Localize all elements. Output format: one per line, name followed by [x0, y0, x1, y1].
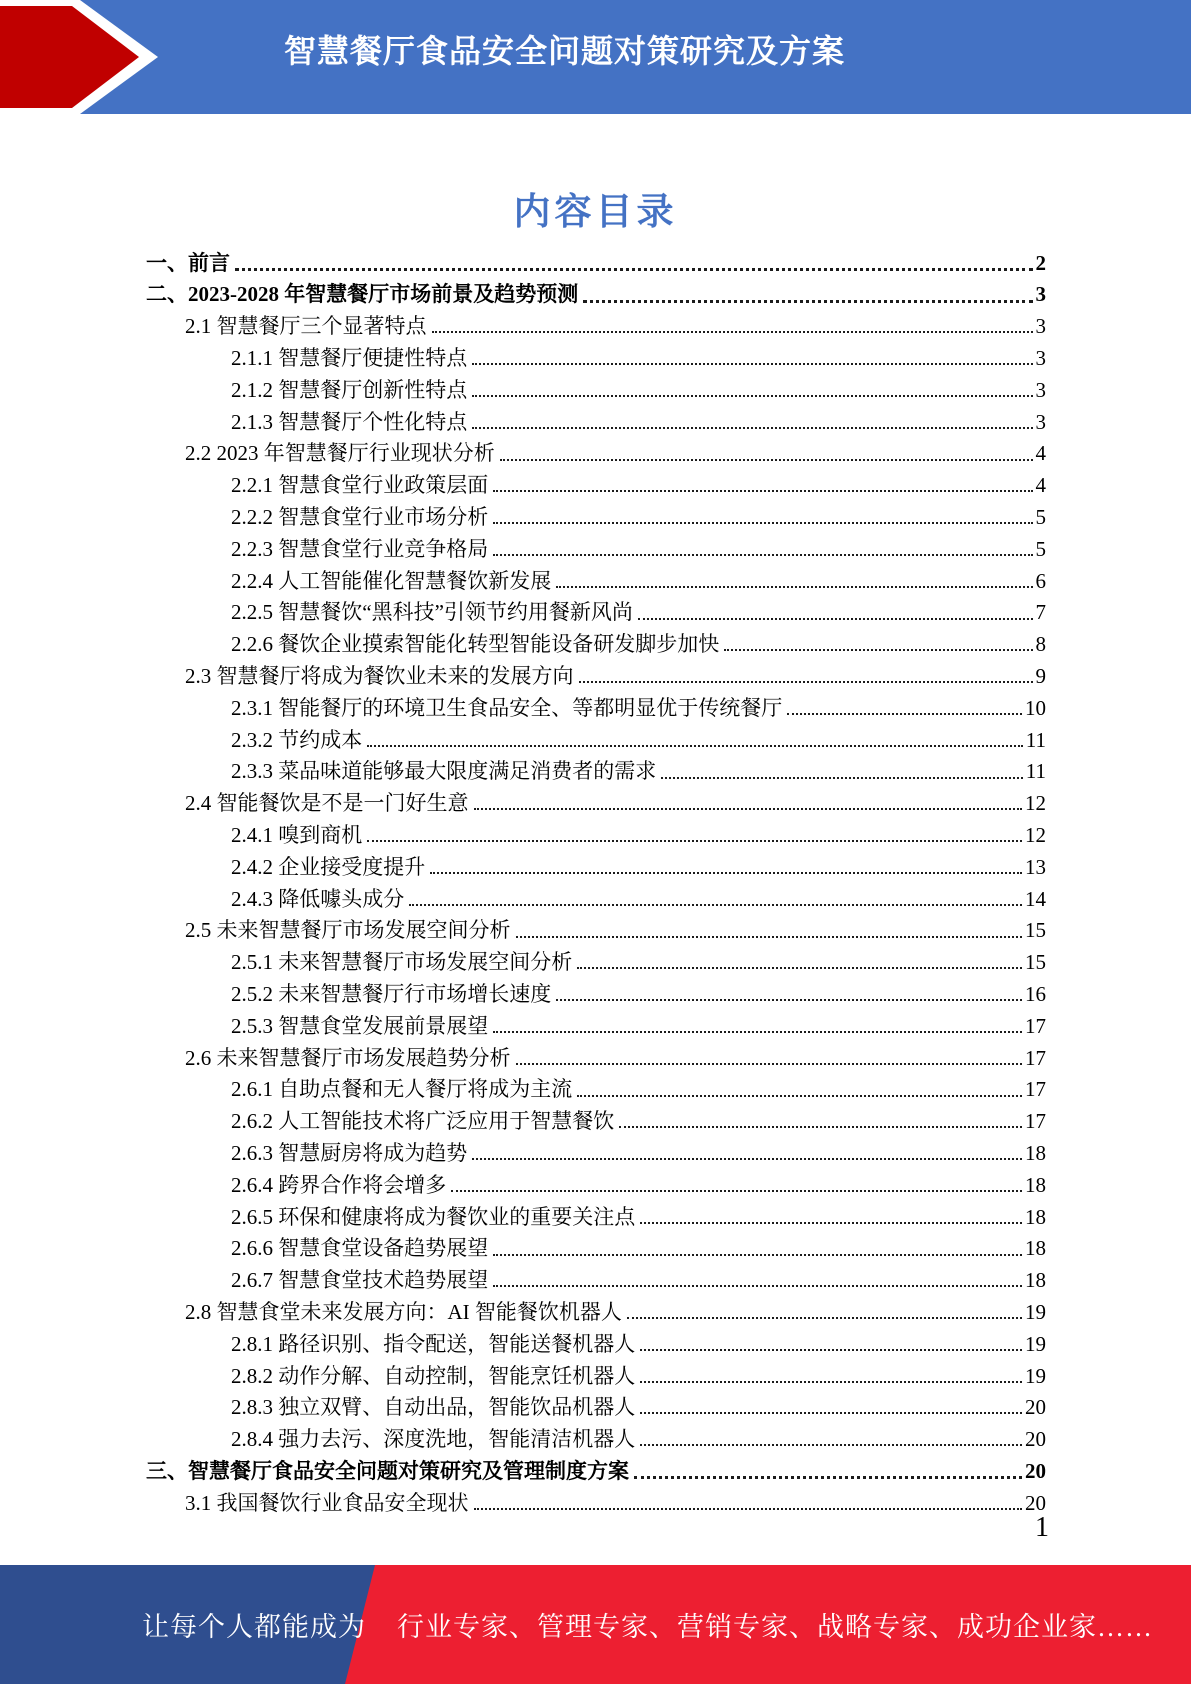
toc-entry-page: 5 — [1035, 505, 1046, 530]
toc-entry-label: 2.2.2 智慧食堂行业市场分析 — [231, 505, 489, 530]
toc-entry-page: 8 — [1035, 632, 1046, 657]
toc-entry-label: 2.6.3 智慧厨房将成为趋势 — [231, 1140, 468, 1165]
page-header — [0, 0, 1191, 114]
toc-entry-label: 2.2 2023 年智慧餐厅行业现状分析 — [185, 441, 495, 466]
toc-entry-page: 17 — [1025, 1109, 1046, 1134]
toc-entry[interactable] — [146, 1356, 1046, 1388]
toc-entry-label: 2.4.3 降低噱头成分 — [231, 886, 405, 911]
dot-leader — [432, 331, 1033, 333]
toc-entry-page: 18 — [1025, 1172, 1046, 1197]
toc-entry-label: 2.6.1 自助点餐和无人餐厅将成为主流 — [231, 1077, 573, 1102]
toc-entry-page: 7 — [1035, 600, 1046, 625]
toc-entry-label: 2.5.3 智慧食堂发展前景展望 — [231, 1013, 489, 1038]
toc-entry-label: 2.8.3 独立双臂、自动出品，智能饮品机器人 — [231, 1395, 636, 1420]
toc-entry-label: 2.5.2 未来智慧餐厅行市场增长速度 — [231, 981, 552, 1006]
dot-leader — [493, 554, 1032, 556]
toc-entry-page: 17 — [1025, 1045, 1046, 1070]
toc-entry[interactable] — [146, 943, 1046, 975]
toc-entry[interactable] — [146, 529, 1046, 561]
toc-heading: 内容目录 — [513, 191, 678, 233]
toc-entry-label: 2.2.3 智慧食堂行业竞争格局 — [231, 536, 489, 561]
toc-entry[interactable] — [146, 752, 1046, 784]
dot-leader — [577, 967, 1022, 969]
dot-leader — [367, 840, 1022, 842]
page-number: 1 — [1035, 1512, 1049, 1543]
toc-entry-page: 20 — [1025, 1490, 1046, 1515]
toc-entry-label: 2.6.2 人工智能技术将广泛应用于智慧餐饮 — [231, 1109, 615, 1134]
dot-leader — [640, 1381, 1022, 1383]
toc-entry-page: 4 — [1035, 441, 1046, 466]
dot-leader — [516, 1063, 1023, 1065]
toc-entry[interactable] — [146, 911, 1046, 943]
toc-entry-label: 2.3 智慧餐厅将成为餐饮业未来的发展方向 — [185, 664, 574, 689]
toc-entry[interactable] — [146, 974, 1046, 1006]
toc-entry-label: 2.6.7 智慧食堂技术趋势展望 — [231, 1268, 489, 1293]
toc-entry-page: 14 — [1025, 886, 1046, 911]
toc-entry-page: 12 — [1025, 823, 1046, 847]
toc-entry-page: 17 — [1025, 1077, 1046, 1102]
toc-entry[interactable] — [146, 497, 1046, 529]
toc-entry-label: 2.1 智慧餐厅三个显著特点 — [185, 314, 427, 339]
toc-entry[interactable] — [146, 1070, 1046, 1102]
toc-entry[interactable] — [146, 1197, 1046, 1229]
toc-entry-page: 3 — [1035, 409, 1046, 434]
toc-entry-label: 2.8.4 强力去污、深度洗地，智能清洁机器人 — [231, 1427, 636, 1452]
toc-entry-label: 2.6.4 跨界合作将会增多 — [231, 1172, 447, 1197]
toc-entry[interactable] — [146, 243, 1046, 275]
toc-entry[interactable] — [146, 1229, 1046, 1261]
document-title: 智慧餐厅食品安全问题对策研究及方案 — [283, 33, 845, 69]
dot-leader — [472, 427, 1032, 429]
dot-leader — [577, 1095, 1022, 1097]
dot-leader — [430, 872, 1022, 874]
toc-entry[interactable] — [146, 1483, 1046, 1515]
toc-entry-page: 18 — [1025, 1204, 1046, 1229]
toc-entry-label: 2.2.5 智慧餐饮“黑科技”引领节约用餐新风尚 — [231, 600, 633, 625]
toc-entry-label: 2.6.6 智慧食堂设备趋势展望 — [231, 1236, 489, 1261]
toc-entry-label: 2.1.1 智慧餐厅便捷性特点 — [231, 346, 468, 371]
dot-leader — [472, 395, 1032, 397]
toc-entry-label: 2.3.3 菜品味道能够最大限度满足消费者的需求 — [231, 759, 657, 784]
dot-leader — [640, 1222, 1022, 1224]
footer-slogan-right: 行业专家、管理专家、营销专家、战略专家、成功企业家…… — [397, 1612, 1153, 1642]
dot-leader — [556, 999, 1022, 1001]
toc-entry-page: 12 — [1025, 791, 1046, 816]
dot-leader — [640, 1444, 1022, 1446]
dot-leader — [640, 1412, 1022, 1414]
toc-entry-page: 20 — [1025, 1427, 1046, 1452]
toc-entry-page: 11 — [1025, 759, 1046, 784]
toc-entry-page: 17 — [1025, 1013, 1046, 1038]
dot-leader — [235, 268, 1033, 271]
dot-leader — [493, 522, 1032, 524]
footer-slogan-left: 让每个人都能成为 — [142, 1612, 366, 1642]
dot-leader — [367, 745, 1023, 747]
toc-entry[interactable] — [146, 307, 1046, 339]
toc-entry-page: 19 — [1025, 1363, 1046, 1388]
dot-leader — [516, 936, 1023, 938]
dot-leader — [472, 363, 1032, 365]
toc-entry-label: 2.8.1 路径识别、指令配送，智能送餐机器人 — [231, 1331, 636, 1356]
toc-entry-label: 2.3.1 智能餐厅的环境卫生食品安全、等都明显优于传统餐厅 — [231, 695, 783, 720]
toc-entry-label: 2.4.2 企业接受度提升 — [231, 854, 426, 879]
toc-entry-page: 2 — [1035, 250, 1046, 275]
toc-entry-page: 11 — [1025, 727, 1046, 752]
toc-entry[interactable] — [146, 1165, 1046, 1197]
toc-entry[interactable] — [146, 1006, 1046, 1038]
toc-entry-page: 18 — [1025, 1236, 1046, 1261]
toc-entry[interactable] — [146, 434, 1046, 466]
toc-entry-label: 2.8.2 动作分解、自动控制，智能烹饪机器人 — [231, 1363, 636, 1388]
toc-entry-page: 15 — [1025, 950, 1046, 975]
dot-leader — [493, 1254, 1022, 1256]
toc-entry[interactable] — [146, 1419, 1046, 1451]
toc-entry[interactable] — [146, 593, 1046, 625]
toc-entry[interactable] — [146, 1102, 1046, 1134]
toc-entry-page: 3 — [1035, 346, 1046, 371]
toc-entry-page: 6 — [1035, 568, 1046, 593]
dot-leader — [451, 1190, 1022, 1192]
toc-entry[interactable] — [146, 466, 1046, 498]
toc-entry[interactable] — [146, 656, 1046, 688]
toc-entry[interactable] — [146, 847, 1046, 879]
toc-entry-page: 5 — [1035, 536, 1046, 561]
dot-leader — [634, 1476, 1022, 1479]
toc-entry-label: 三、智慧餐厅食品安全问题对策研究及管理制度方案 — [146, 1458, 629, 1483]
toc-entry-label: 一、前言 — [146, 250, 230, 275]
dot-leader — [474, 1508, 1023, 1510]
toc-entry[interactable] — [146, 275, 1046, 307]
toc-entry-page: 3 — [1035, 314, 1046, 339]
dot-leader — [493, 1285, 1022, 1287]
toc-entry-label: 2.8 智慧食堂未来发展方向：AI 智能餐饮机器人 — [185, 1299, 622, 1324]
toc-entry-page: 3 — [1035, 377, 1046, 402]
toc-list — [146, 243, 1046, 1515]
toc-entry[interactable] — [146, 1324, 1046, 1356]
toc-entry-page: 18 — [1025, 1140, 1046, 1165]
dot-leader — [556, 586, 1032, 588]
toc-entry-label: 2.2.1 智慧食堂行业政策层面 — [231, 473, 489, 498]
toc-entry-page: 20 — [1025, 1458, 1046, 1483]
dot-leader — [472, 1158, 1022, 1160]
toc-entry[interactable] — [146, 1451, 1046, 1483]
toc-entry-page: 9 — [1035, 664, 1046, 689]
dot-leader — [627, 1317, 1022, 1319]
toc-entry-page: 4 — [1035, 473, 1046, 498]
dot-leader — [493, 490, 1032, 492]
toc-entry[interactable] — [146, 561, 1046, 593]
dot-leader — [640, 1349, 1022, 1351]
toc-entry-label: 2.4.1 嗅到商机 — [231, 823, 363, 847]
toc-entry[interactable] — [146, 815, 1046, 847]
toc-entry[interactable] — [146, 338, 1046, 370]
toc-entry-page: 20 — [1025, 1395, 1046, 1420]
toc-entry[interactable] — [146, 402, 1046, 434]
toc-entry-label: 2.5 未来智慧餐厅市场发展空间分析 — [185, 918, 511, 943]
toc-entry[interactable] — [146, 370, 1046, 402]
toc-entry-label: 2.1.3 智慧餐厅个性化特点 — [231, 409, 468, 434]
toc-entry[interactable] — [146, 784, 1046, 816]
toc-entry-label: 2.2.6 餐饮企业摸索智能化转型智能设备研发脚步加快 — [231, 632, 720, 657]
toc-entry-label: 2.3.2 节约成本 — [231, 727, 363, 752]
toc-entry[interactable] — [146, 720, 1046, 752]
dot-leader — [724, 649, 1032, 651]
toc-entry-page: 15 — [1025, 918, 1046, 943]
dot-leader — [619, 1126, 1022, 1128]
toc-entry[interactable] — [146, 1292, 1046, 1324]
dot-leader — [638, 618, 1033, 620]
toc-entry-page: 19 — [1025, 1299, 1046, 1324]
toc-entry-page: 19 — [1025, 1331, 1046, 1356]
toc-entry-label: 2.6.5 环保和健康将成为餐饮业的重要关注点 — [231, 1204, 636, 1229]
toc-entry-label: 2.6 未来智慧餐厅市场发展趋势分析 — [185, 1045, 511, 1070]
toc-entry-label: 2.4 智能餐饮是不是一门好生意 — [185, 791, 469, 816]
toc-entry-page: 10 — [1025, 695, 1046, 720]
toc-entry-page: 3 — [1035, 282, 1046, 307]
toc-entry-label: 二、2023-2028 年智慧餐厅市场前景及趋势预测 — [146, 282, 579, 307]
toc-entry[interactable] — [146, 1261, 1046, 1293]
dot-leader — [500, 459, 1033, 461]
dot-leader — [493, 1031, 1022, 1033]
toc-entry[interactable] — [146, 1388, 1046, 1420]
toc-entry[interactable] — [146, 625, 1046, 657]
toc-entry-page: 13 — [1025, 854, 1046, 879]
dot-leader — [787, 713, 1022, 715]
toc-entry-label: 2.2.4 人工智能催化智慧餐饮新发展 — [231, 568, 552, 593]
dot-leader — [474, 808, 1023, 810]
dot-leader — [409, 904, 1022, 906]
toc-entry[interactable] — [146, 879, 1046, 911]
toc-entry-page: 18 — [1025, 1268, 1046, 1293]
toc-entry-label: 3.1 我国餐饮行业食品安全现状 — [185, 1490, 469, 1515]
dot-leader — [579, 681, 1033, 683]
toc-entry[interactable] — [146, 688, 1046, 720]
dot-leader — [661, 777, 1023, 779]
toc-entry-label: 2.5.1 未来智慧餐厅市场发展空间分析 — [231, 950, 573, 975]
page-footer — [0, 1565, 1191, 1684]
toc-entry-label: 2.1.2 智慧餐厅创新性特点 — [231, 377, 468, 402]
dot-leader — [583, 300, 1032, 303]
toc-entry[interactable] — [146, 1038, 1046, 1070]
toc-entry-page: 16 — [1025, 981, 1046, 1006]
toc-entry[interactable] — [146, 1133, 1046, 1165]
